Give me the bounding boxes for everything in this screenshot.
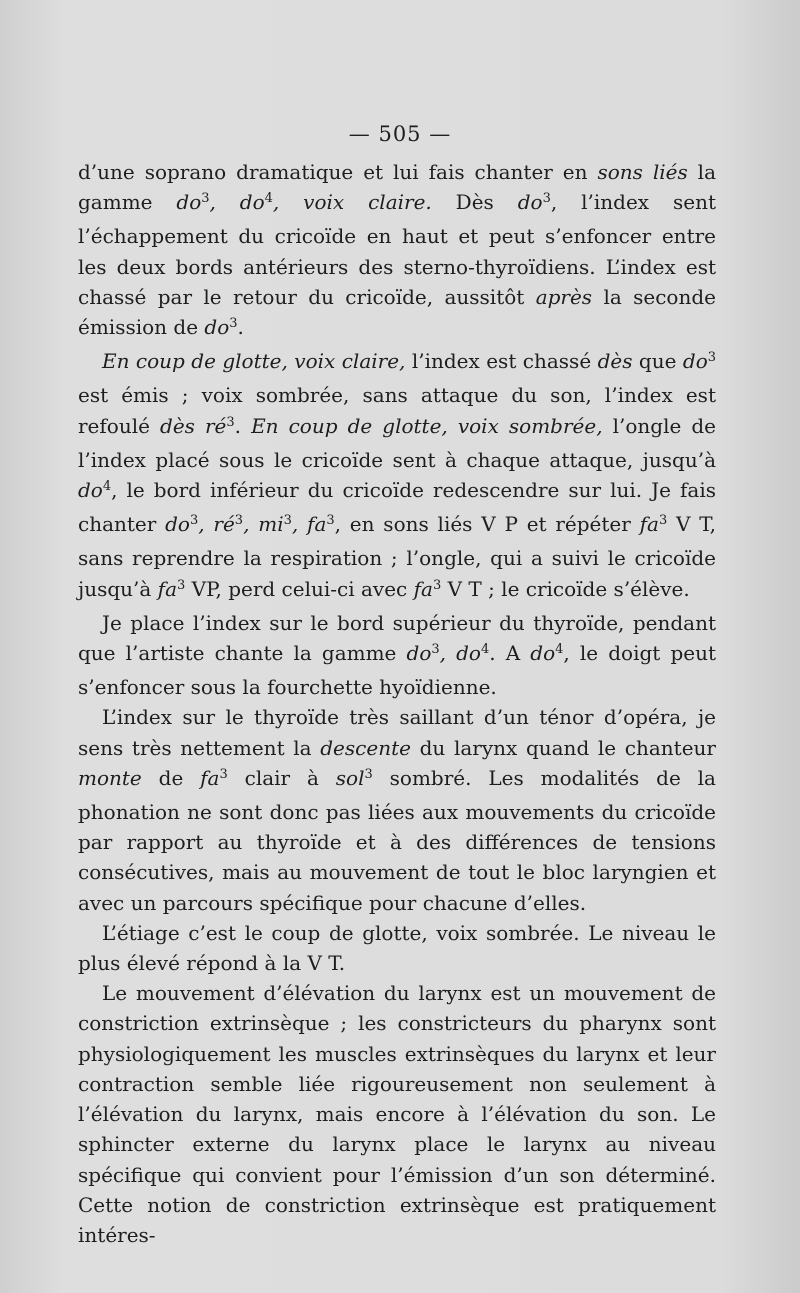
italic-text: do (165, 512, 190, 537)
italic-text: , (291, 512, 308, 537)
text-run: Je place l’index sur le bord supérieur du thyroïde, pendant que l’artiste chante la gamme (78, 610, 716, 666)
italic-text: , (243, 512, 259, 537)
text-run: sombré. Les modalités de la phonation ne sont donc pas liées aux mouvements du cricoïde par rapport au thyroïde et à des différences de tensions consécutives, mais au mouvement de tout le bloc laryngien et avec un parcours spécifique pour chacune d’elles. (78, 765, 716, 915)
text-run: Le mouvement d’élévation du larynx est un mouvement de constriction extrinsèque ; les constricteurs du pharynx sont physiologiquement les muscles extrinsèques du larynx et leur contraction semble liée rigoureusement non seulement à l’élévation du larynx, mais encore à l’élévation du son. Le sphincter externe du larynx place le larynx au niveau spécifique qui convient pour l’émission d’un son déterminé. Cette notion de constriction extrinsèque est pratiquement intéres- (78, 981, 716, 1247)
paragraph (78, 702, 716, 917)
italic-text: do (239, 190, 265, 215)
paragraph (78, 608, 716, 703)
italic-text: sons liés (597, 160, 688, 184)
octave-superscript: 3 (219, 766, 228, 782)
italic-text: do (176, 190, 202, 215)
text-run: , l’index sent l’échappement du cricoïde en haut et peut s’enfoncer entre les deux bords antérieurs des sterno-thyroïdiens. L’index est chassé par le retour du cricoïde, aussitôt (78, 190, 716, 309)
octave-superscript: 4 (555, 642, 564, 658)
italic-text: , (209, 190, 240, 215)
italic-text: , (198, 512, 214, 537)
italic-text: do (682, 349, 708, 374)
italic-text: do (406, 641, 432, 666)
octave-superscript: 4 (264, 191, 273, 207)
paragraph (78, 918, 716, 978)
octave-superscript: 3 (326, 513, 335, 529)
text-run: l’ongle de l’index placé sous le cricoïde sent à chaque attaque, jusqu’à (78, 413, 717, 472)
octave-superscript: 4 (102, 479, 112, 495)
text-run: que (632, 349, 683, 374)
octave-superscript: 3 (229, 316, 238, 332)
text-run: L’index sur le thyroïde très saillant d’un ténor d’opéra, je sens très nettement la (78, 705, 716, 760)
octave-superscript: 3 (431, 642, 440, 658)
text-run: de (141, 765, 201, 790)
text-run: est émis ; voix sombrée, sans attaque du son, l’index est refoulé (78, 383, 716, 438)
italic-text: do (78, 478, 103, 503)
octave-superscript: 3 (542, 191, 551, 207)
text-run: , le doigt peut s’enfoncer sous la fourchette hyoïdienne. (78, 641, 717, 700)
italic-text: mi (258, 512, 284, 537)
italic-text: dès (597, 349, 633, 374)
page-number: — 505 — (348, 122, 452, 146)
italic-text: ré (213, 512, 235, 537)
octave-superscript: 3 (283, 513, 292, 529)
text-run: L’étiage c’est le coup de glotte, voix sombrée. Le niveau le plus élevé répond à la V T. (78, 920, 716, 976)
octave-superscript: 3 (432, 577, 442, 593)
paragraph (78, 346, 716, 608)
text-run: V T, sans reprendre la respiration ; l’ongle, qui a suivi le cricoïde jusqu’à (78, 512, 717, 601)
italic-text: dès ré (160, 413, 227, 438)
text-run: d’une soprano dramatique et lui fais chanter en (78, 160, 598, 184)
text-run: . (234, 413, 252, 438)
body-text (78, 157, 716, 1250)
paragraph (78, 157, 716, 346)
italic-text: , (439, 641, 457, 666)
italic-text: fa (200, 765, 220, 790)
text-run: la seconde émission de (78, 284, 716, 340)
text-run: l’index est chassé (405, 349, 598, 374)
text-run: V T ; le cricoïde s’élève. (441, 576, 690, 601)
octave-superscript: 3 (364, 766, 373, 782)
octave-superscript: 3 (226, 414, 235, 430)
text-run: la gamme (78, 160, 716, 215)
paragraph (78, 978, 716, 1250)
octave-superscript: 3 (234, 513, 244, 529)
italic-text: En coup de glotte, voix claire, (102, 349, 406, 374)
text-run: clair à (227, 765, 336, 790)
octave-superscript: 3 (189, 513, 199, 529)
italic-text: fa (413, 576, 433, 601)
text-run: VP, perd celui-ci avec (185, 576, 414, 601)
octave-superscript: 3 (177, 577, 186, 593)
octave-superscript: 3 (707, 350, 717, 366)
text-run: Dès (431, 190, 518, 215)
octave-superscript: 3 (201, 191, 210, 207)
text-run: , en sons liés V P et répéter (334, 512, 640, 537)
text-run: du larynx quand le chanteur (410, 735, 716, 760)
octave-superscript: 4 (480, 642, 490, 658)
italic-text: do (517, 190, 543, 215)
text-run: . A (489, 641, 531, 666)
italic-text: fa (157, 576, 177, 601)
octave-superscript: 3 (658, 513, 668, 529)
italic-text: sol (335, 765, 365, 790)
italic-text: après (535, 284, 593, 309)
italic-text: do (204, 315, 230, 340)
italic-text: fa (639, 512, 659, 537)
italic-text: En coup de glotte, voix sombrée, (251, 413, 603, 438)
italic-text: do (456, 641, 481, 666)
text-run: . (237, 315, 244, 340)
italic-text: do (530, 641, 556, 666)
italic-text: descente (320, 735, 411, 760)
text-run: , le bord inférieur du cricoïde redescendre sur lui. Je fais chanter (78, 478, 716, 537)
italic-text: , voix claire. (272, 190, 432, 215)
italic-text: monte (78, 765, 142, 790)
italic-text: fa (307, 512, 327, 537)
